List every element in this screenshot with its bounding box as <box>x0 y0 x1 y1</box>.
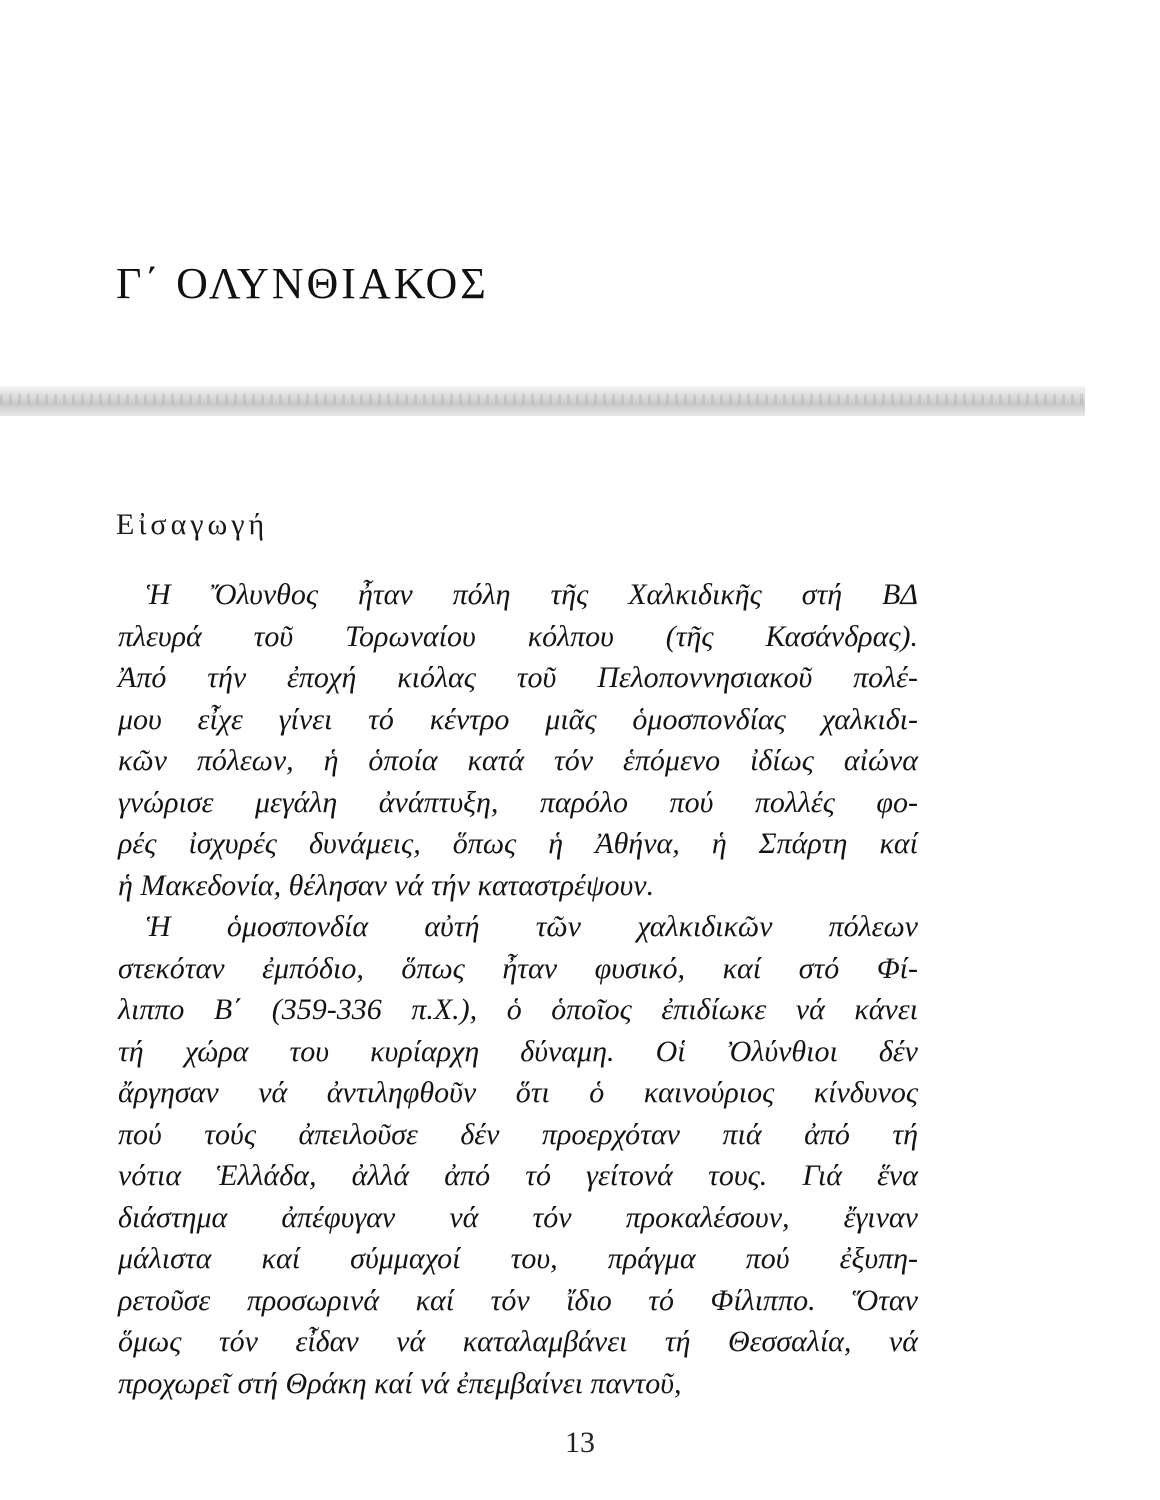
text-line: Ἡ ὁμοσπονδία αὐτή τῶν χαλκιδικῶν πόλεων <box>146 910 918 943</box>
text-line: πού τούς ἀπειλοῦσε δέν προερχόταν πιά ἀπό τή <box>118 1117 918 1151</box>
text-line: μάλιστα καί σύμμαχοί του, πράγμα πού ἐξυπη- <box>118 1242 918 1275</box>
text-line: ὅμως τόν εἶδαν νά καταλαμβάνει τή Θεσσαλία, νά <box>118 1325 918 1358</box>
text-line: κῶν πόλεων, ἡ ὁποία κατά τόν ἑπόμενο ἰδίως αἰώνα <box>118 744 918 777</box>
page-number: 13 <box>565 1426 595 1459</box>
text-line: ρετοῦσε προσωρινά καί τόν ἴδιο τό Φίλιππο. Ὅταν <box>118 1283 918 1317</box>
text-line: προχωρεῖ στή Θράκη καί νά ἐπεμβαίνει παντοῦ, <box>118 1366 682 1400</box>
text-line: ἡ Μακεδονία, θέλησαν νά τήν καταστρέψουν. <box>118 868 655 902</box>
text-line: μου εἶχε γίνει τό κέντρο μιᾶς ὁμοσπονδίας χαλκιδι- <box>118 702 918 736</box>
text-line: Ἀπό τήν ἐποχή κιόλας τοῦ Πελοποννησιακοῦ πολέ- <box>118 661 918 694</box>
text-line: στεκόταν ἐμπόδιο, ὅπως ἦταν φυσικό, καί στό Φί- <box>118 951 918 985</box>
text-line: τή χώρα του κυρίαρχη δύναμη. Οἱ Ὀλύνθιοι δέν <box>118 1034 918 1068</box>
header-band <box>0 386 1085 416</box>
text-line: λιππο Β΄ (359-336 π.Χ.), ὁ ὁποῖος ἐπιδίωκε νά κάνει <box>118 993 918 1026</box>
text-line: πλευρά τοῦ Τορωναίου κόλπου (τῆς Κασάνδρας). <box>118 619 918 653</box>
text-line: ρές ἰσχυρές δυνάμεις, ὅπως ἡ Ἀθήνα, ἡ Σπάρτη καί <box>118 827 918 860</box>
text-line: γνώρισε μεγάλη ἀνάπτυξη, παρόλο πού πολλές φο- <box>118 785 918 819</box>
section-title: Εἰσαγωγή <box>116 508 269 541</box>
text-line: Ἡ Ὄλυνθος ἦταν πόλη τῆς Χαλκιδικῆς στή ΒΔ <box>146 578 918 611</box>
body-text <box>118 574 918 1404</box>
text-line: διάστημα ἀπέφυγαν νά τόν προκαλέσουν, ἔγιναν <box>118 1200 918 1234</box>
text-line: νότια Ἑλλάδα, ἀλλά ἀπό τό γείτονά τους. Γιά ἕνα <box>118 1159 918 1192</box>
chapter-title: Γ΄ ΟΛΥΝΘΙΑΚΟΣ <box>116 259 489 308</box>
text-line: ἄργησαν νά ἀντιληφθοῦν ὅτι ὁ καινούριος κίνδυνος <box>118 1076 918 1109</box>
